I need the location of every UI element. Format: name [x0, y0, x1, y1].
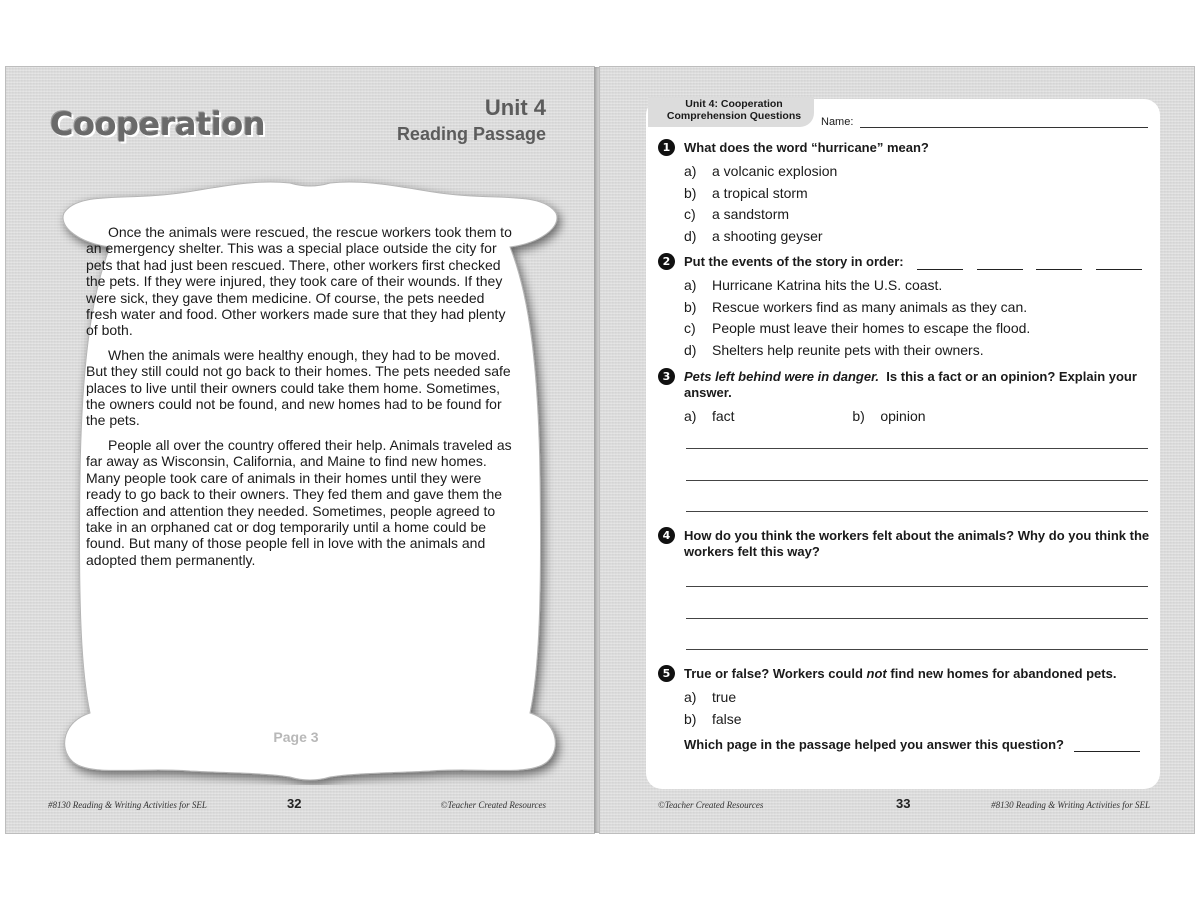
question-text: Is this a fact or an opinion? Explain your answer.	[684, 369, 1137, 400]
passage-paragraph-1: Once the animals were rescued, the rescue workers took them to an emergency shelter. This was a special place outside the city for pets that had just been rescued. There, other workers first checked the pets. If they were injured, they took care of their wounds. If they were sick, they gave them medicine. Of course, the pets needed fresh water and food. Other workers made sure that they had plenty of both.	[86, 224, 512, 339]
answer-option-opinion[interactable]: b) opinion	[852, 408, 926, 424]
answer-option[interactable]: a) true	[684, 689, 737, 705]
page-number: 33	[896, 796, 911, 811]
footer-left: ©Teacher Created Resources	[658, 800, 764, 810]
order-blank-2[interactable]	[977, 257, 1023, 270]
name-label: Name:	[821, 116, 854, 128]
order-blank-1[interactable]	[917, 257, 963, 270]
question-5: 5 True or false? Workers could not find new homes for abandoned pets. a) true b) false Which page in the passage helped you answer this question?	[658, 666, 1158, 752]
answer-option[interactable]: a) a volcanic explosion	[684, 163, 838, 179]
page-number: 32	[287, 796, 302, 811]
answer-option[interactable]: d) a shooting geyser	[684, 227, 823, 244]
page-answer-blank[interactable]	[1074, 739, 1140, 752]
followup-question: Which page in the passage helped you answer this question?	[684, 737, 1064, 752]
event-option: b) Rescue workers find as many animals as they can.	[684, 298, 1028, 315]
order-blank-3[interactable]	[1036, 257, 1082, 270]
answer-option-fact[interactable]: a) fact	[684, 408, 735, 424]
section-label: Reading Passage	[396, 124, 546, 144]
event-option: a) Hurricane Katrina hits the U.S. coast.	[684, 277, 943, 293]
question-number-icon: 3	[658, 368, 675, 385]
question-1	[658, 140, 1158, 248]
footer-left: #8130 Reading & Writing Activities for SEL	[48, 800, 207, 810]
question-text: What does the word “hurricane” mean?	[684, 140, 929, 155]
answer-line[interactable]	[686, 448, 1148, 449]
answer-line[interactable]	[686, 480, 1148, 481]
answer-line[interactable]	[686, 511, 1148, 512]
name-field[interactable]	[860, 127, 1148, 128]
answer-option[interactable]: b) false	[684, 710, 742, 727]
unit-label: Unit 4	[484, 95, 546, 120]
worksheet-header-title: Comprehension Questions	[666, 110, 802, 122]
question-number-icon: 1	[658, 139, 675, 156]
order-blank-4[interactable]	[1096, 257, 1142, 270]
footer-right: ©Teacher Created Resources	[440, 800, 546, 810]
answer-option[interactable]: c) a sandstorm	[684, 206, 790, 222]
passage-paragraph-2: When the animals were healthy enough, they had to be moved. But they still could not go back to their homes. The pets needed safe places to live until their owners could take them home. Sometimes, the owners could not be found, and new homes had to be found for the pets.	[86, 346, 511, 429]
question-number-icon: 5	[658, 665, 675, 682]
passage-paragraph-3: People all over the country offered their help. Animals traveled as far away as Wisconsin, California, and Maine to find new homes. Many people took care of animals in their homes until they were ready to go back to their owners. They fed them and gave them the affection and attention they needed. Sometimes, people agreed to take in an orphaned cat or dog temporarily until a home could be found. But many of those people fell in love with the animals and adopted them permanently.	[86, 436, 512, 568]
question-statement: Pets left behind were in danger.	[684, 369, 880, 384]
right-page	[600, 67, 1194, 833]
question-2	[658, 254, 1158, 362]
reading-passage	[86, 224, 514, 576]
worksheet-header-unit: Unit 4: Cooperation	[685, 98, 783, 110]
question-text: How do you think the workers felt about the animals? Why do you think the workers felt this way?	[684, 528, 1150, 559]
page-title: Cooperation	[50, 105, 265, 143]
answer-option[interactable]: b) a tropical storm	[684, 184, 808, 201]
footer-right: #8130 Reading & Writing Activities for SEL	[991, 800, 1150, 810]
left-page	[6, 67, 594, 833]
worksheet-header	[652, 98, 816, 122]
question-number-icon: 4	[658, 527, 675, 544]
question-3	[658, 369, 1158, 429]
answer-line[interactable]	[686, 649, 1148, 650]
question-text: Put the events of the story in order:	[684, 254, 904, 269]
answer-line[interactable]	[686, 586, 1148, 587]
passage-page-label: Page 3	[273, 729, 319, 745]
question-4	[658, 528, 1158, 560]
answer-line[interactable]	[686, 618, 1148, 619]
question-number-icon: 2	[658, 253, 675, 270]
event-option: d) Shelters help reunite pets with their owners.	[684, 341, 984, 358]
event-option: c) People must leave their homes to escape the flood.	[684, 320, 1031, 336]
